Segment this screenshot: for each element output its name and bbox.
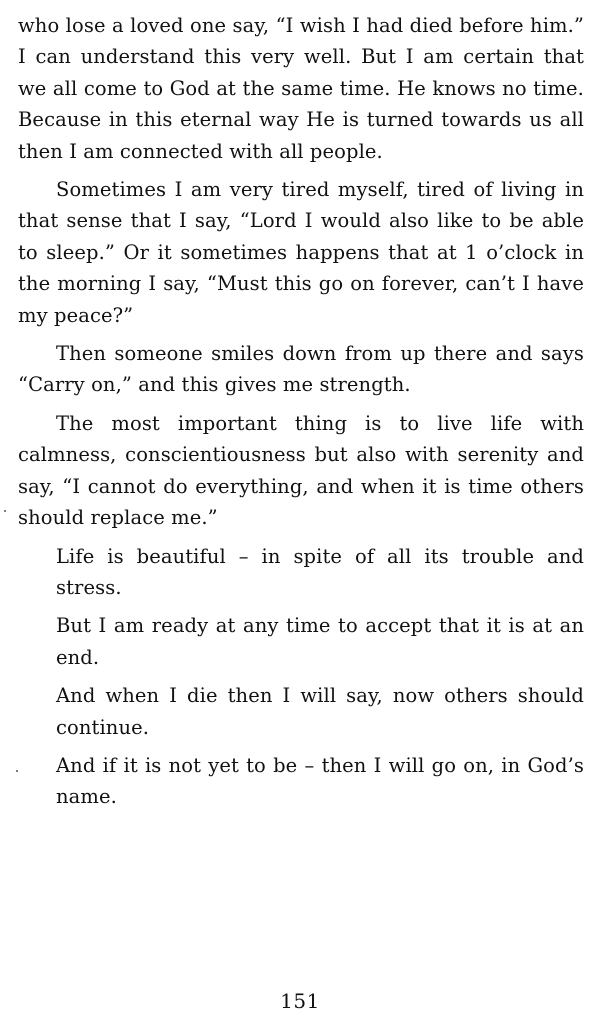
paragraph-4: The most important thing is to live life with calmness, conscientiousness but also with serenity and say, “I cannot do everything, and when it is time others should replace me.”: [18, 411, 584, 530]
body-text: [18, 10, 584, 813]
paragraph-5: Life is beautiful – in spite of all its trouble and stress.: [56, 544, 584, 599]
paragraph-3: Then someone smiles down from up there and says “Carry on,” and this gives me strength.: [18, 342, 584, 397]
scan-speck: [4, 510, 6, 512]
paragraph-6: But I am ready at any time to accept that it is at an end.: [56, 614, 584, 669]
paragraph-2: Sometimes I am very tired myself, tired of living in that sense that I say, “Lord I would also like to be able to sleep.” Or it sometimes happens that at 1 o’clock in the morning I say, “Must this go on forever, can’t I have my peace?”: [18, 178, 584, 327]
paragraph-8: And if it is not yet to be – then I will go on, in God’s name.: [56, 753, 584, 809]
paragraph-1: who lose a loved one say, “I wish I had died before him.” I can understand this very well. But I am certain that we all come to God at the same time. He knows no time. Because in this eternal way He is turned towards us all then I am connected with all people.: [18, 14, 584, 163]
paragraph-7: And when I die then I will say, now others should continue.: [56, 684, 584, 739]
scan-speck: [16, 770, 18, 772]
page-number: 151: [280, 989, 320, 1013]
